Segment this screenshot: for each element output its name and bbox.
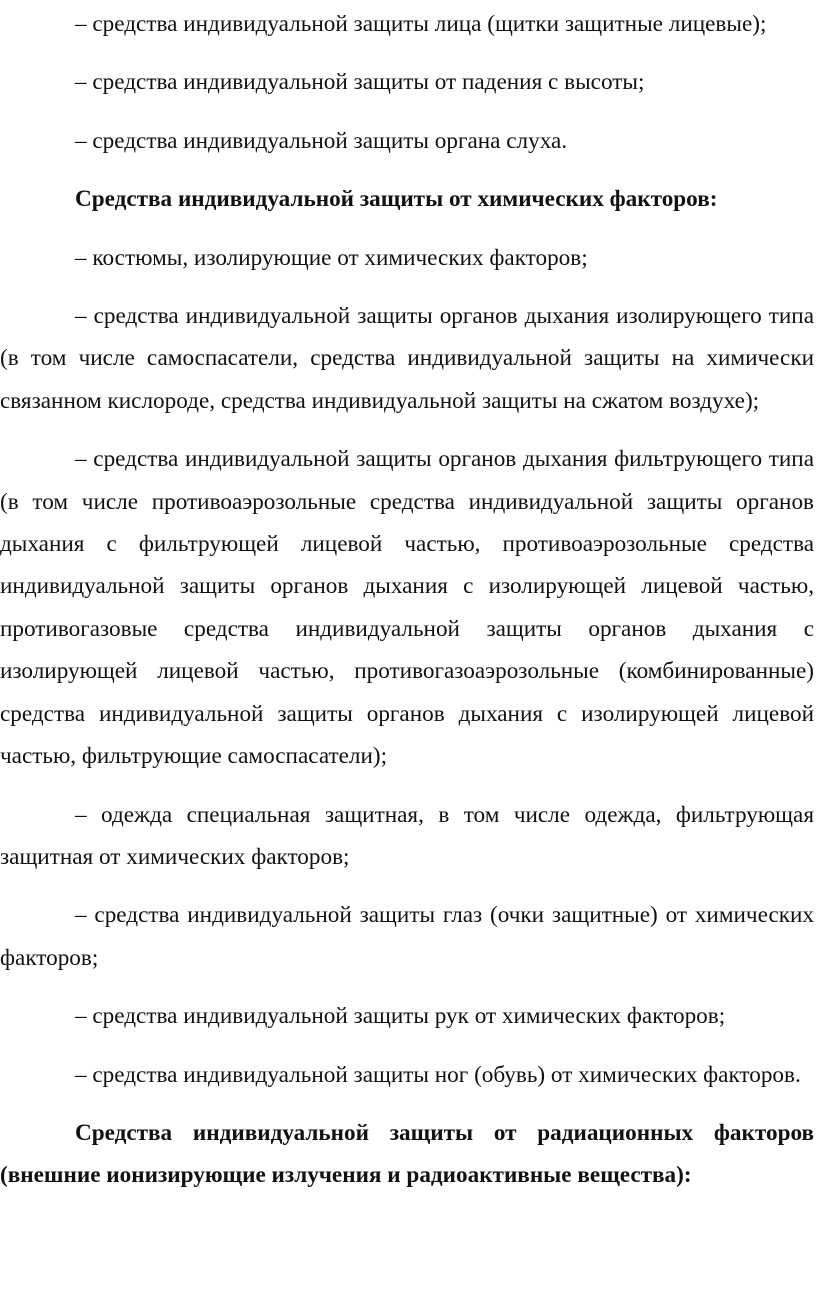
list-item-isolating-suits: – костюмы, изолирующие от химических факторов;: [75, 244, 588, 271]
list-item-hearing-protection: – средства индивидуальной защиты органа слуха.: [75, 127, 568, 154]
list-item-isolating-respiratory: – средства индивидуальной защиты органов дыхания изолирующего типа (в том числе самоспасатели, средства индивидуальной защиты на химически связанном кислороде, средства индивидуальной защиты на сжатом воздухе);: [0, 303, 814, 414]
list-item-protective-clothing: – одежда специальная защитная, в том числе одежда, фильтрующая защитная от химических факторов;: [0, 801, 814, 870]
list-item-foot-protection: – средства индивидуальной защиты ног (обувь) от химических факторов.: [75, 1061, 801, 1088]
section-heading-radiation: Средства индивидуальной защиты от радиационных факторов (внешние ионизирующие излучения и радиоактивные вещества):: [0, 1119, 814, 1189]
list-item-face-protection: – средства индивидуальной защиты лица (щитки защитные лицевые);: [75, 11, 767, 37]
section-heading-chemical: Средства индивидуальной защиты от химических факторов:: [75, 186, 718, 213]
list-item-eye-protection: – средства индивидуальной защиты глаз (очки защитные) от химических факторов;: [0, 902, 814, 971]
list-item-filtering-respiratory: – средства индивидуальной защиты органов дыхания фильтрующего типа (в том числе противоаэрозольные средства индивидуальной защиты органов дыхания с фильтрующей лицевой частью, противоаэрозольные средства индивидуальной защиты органов дыхания с изолирующей лицевой частью, противогазовые средства индивидуальной защиты органов дыхания с изолирующей лицевой частью, противогазоаэрозольные (комбинированные) средства индивидуальной защиты органов дыхания с изолирующей лицевой частью, фильтрующие самоспасатели);: [0, 446, 814, 770]
list-item-hand-protection: – средства индивидуальной защиты рук от химических факторов;: [75, 1003, 726, 1030]
list-item-fall-protection: – средства индивидуальной защиты от падения с высоты;: [75, 69, 645, 96]
